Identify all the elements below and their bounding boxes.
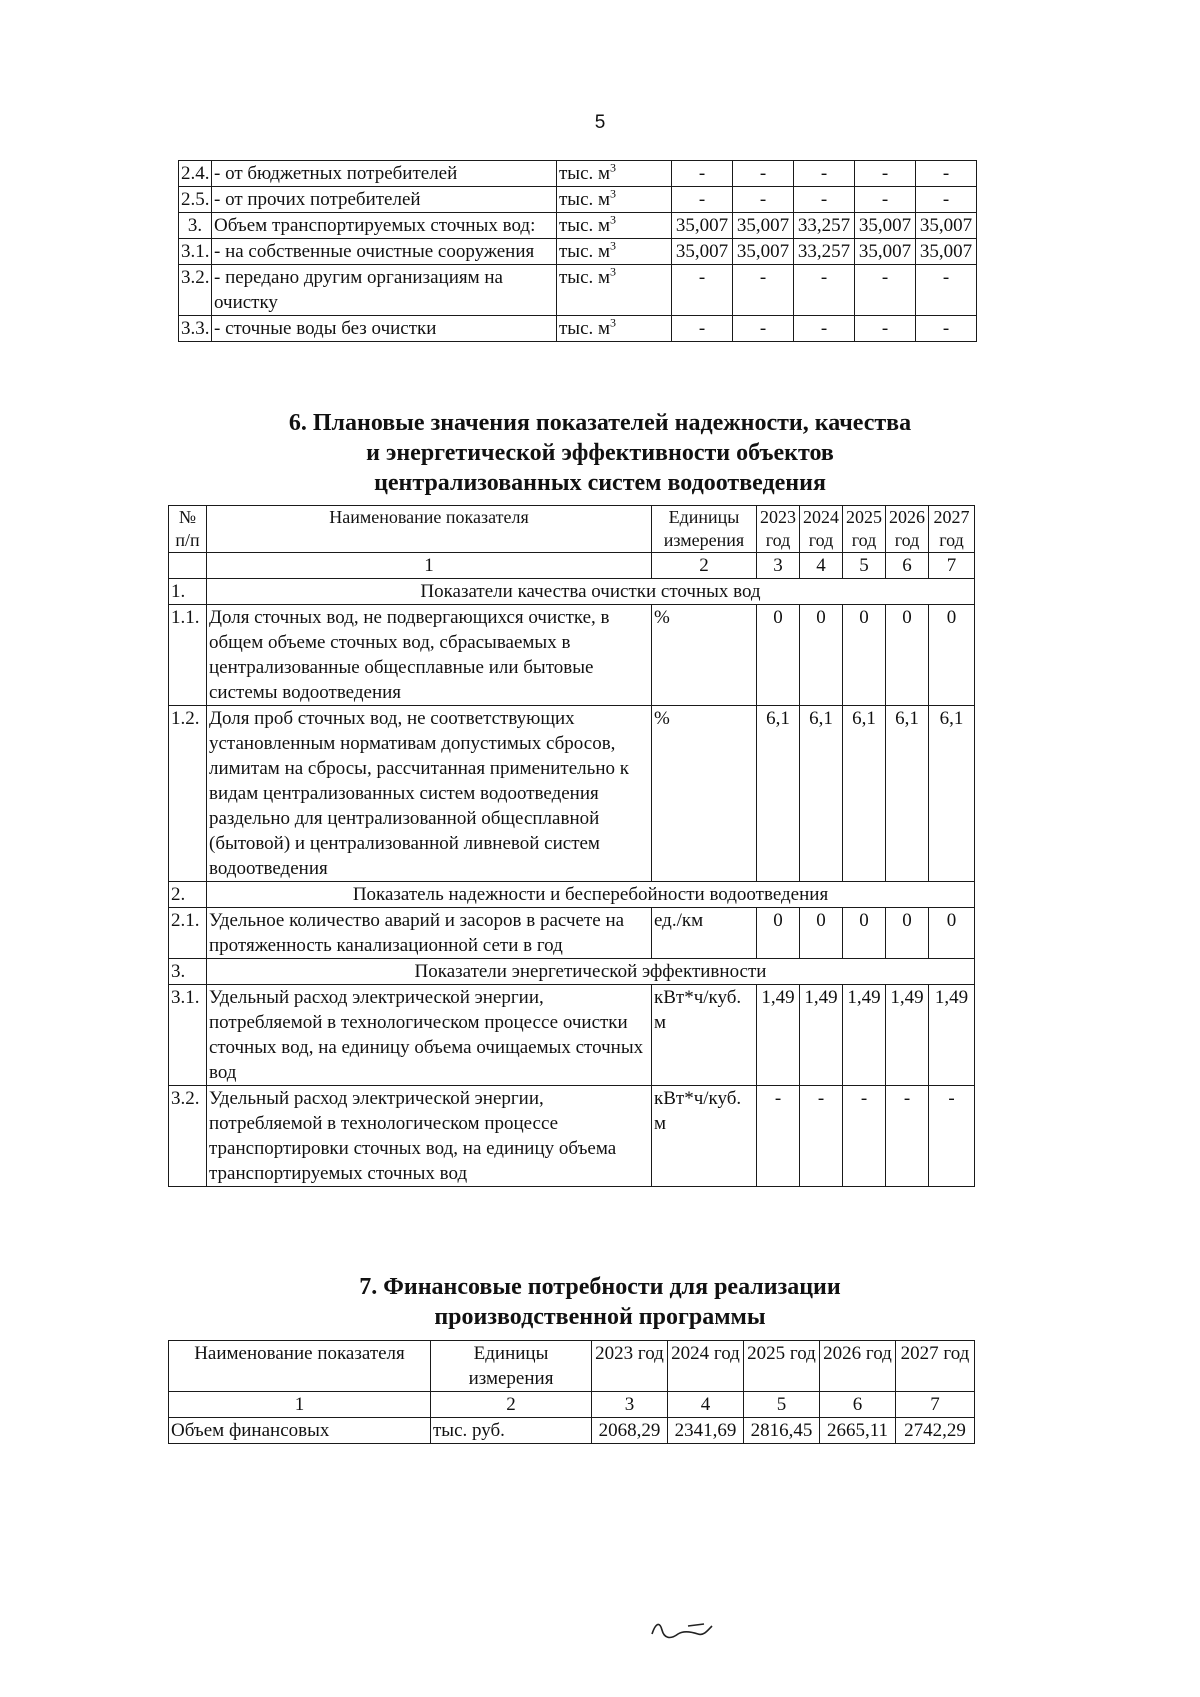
row-value: 35,007 — [733, 213, 794, 239]
row-value: 0 — [843, 908, 886, 959]
row-value: 35,007 — [672, 239, 733, 265]
volume-table-body — [179, 161, 977, 342]
row-value: 0 — [757, 605, 800, 706]
section-name: Показатель надежности и бесперебойности водоотведения — [207, 882, 975, 908]
section-row — [169, 959, 975, 985]
section6-title-line: 6. Плановые значения показателей надежности, качества — [288, 410, 912, 436]
row-value: - — [757, 1086, 800, 1187]
unit-text: тыс. м — [559, 267, 611, 288]
row-value: - — [672, 187, 733, 213]
colnum: 6 — [886, 553, 929, 579]
row-value: 1,49 — [886, 985, 929, 1086]
row-unit — [557, 239, 672, 265]
finance-value: 2742,29 — [896, 1418, 975, 1444]
row-value: 1,49 — [757, 985, 800, 1086]
handwritten-initials — [648, 1612, 718, 1652]
row-value: 0 — [800, 605, 843, 706]
row-name: Удельное количество аварий и засоров в расчете на протяженность канализационной сети в год — [207, 908, 652, 959]
row-unit: % — [652, 605, 757, 706]
colnum: 5 — [843, 553, 886, 579]
section-row — [169, 882, 975, 908]
unit-text: тыс. м — [559, 318, 611, 339]
row-name: Доля проб сточных вод, не соответствующих установленным нормативам допустимых сбросов, лимитам на сбросы, рассчитанная применительно к видам централизованных систем водоотведения раздельно для централизованной общесплавной (бытовой) и централизованной ливневой систем водоотведения — [207, 706, 652, 882]
section6-title — [0, 408, 1200, 498]
unit-text: тыс. м — [559, 189, 611, 210]
finance-header-name: Наименование показателя — [169, 1341, 431, 1392]
row-value: - — [794, 316, 855, 342]
row-value: - — [733, 316, 794, 342]
header-num: № п/п — [169, 506, 207, 553]
unit-superscript: 3 — [610, 315, 617, 330]
finance-header-unit: Единицы измерения — [431, 1341, 592, 1392]
row-value: - — [916, 265, 977, 316]
table-row — [169, 706, 975, 882]
row-unit — [557, 213, 672, 239]
row-value: - — [794, 187, 855, 213]
table-row — [179, 213, 977, 239]
row-value: 1,49 — [800, 985, 843, 1086]
header-year: 2026 год — [886, 506, 929, 553]
indicators-colnum-row — [169, 553, 975, 579]
row-value: - — [672, 161, 733, 187]
row-number: 3.3. — [179, 316, 212, 342]
header-unit: Единицы измерения — [652, 506, 757, 553]
indicators-header-row — [169, 506, 975, 553]
row-value: 35,007 — [733, 239, 794, 265]
section7-title-line: производственной программы — [434, 1304, 766, 1330]
row-value: 35,007 — [916, 239, 977, 265]
row-name: - от бюджетных потребителей — [212, 161, 557, 187]
row-unit: кВт*ч/куб. м — [652, 985, 757, 1086]
row-value: 0 — [843, 605, 886, 706]
unit-superscript: 3 — [610, 160, 617, 175]
row-value: 35,007 — [916, 213, 977, 239]
indicators-table — [168, 505, 975, 1187]
row-number: 3.2. — [169, 1086, 207, 1187]
colnum: 4 — [668, 1392, 744, 1418]
unit-superscript: 3 — [610, 238, 617, 253]
header-year: 2024 год — [800, 506, 843, 553]
row-number: 3. — [169, 959, 207, 985]
colnum: 5 — [744, 1392, 820, 1418]
row-value: 1,49 — [843, 985, 886, 1086]
row-value: 35,007 — [855, 239, 916, 265]
finance-header-year: 2023 год — [592, 1341, 668, 1392]
section7-title — [0, 1272, 1200, 1332]
row-value: 0 — [929, 605, 975, 706]
row-value: - — [916, 187, 977, 213]
row-value: 6,1 — [886, 706, 929, 882]
row-number: 1.2. — [169, 706, 207, 882]
table-row — [179, 239, 977, 265]
unit-text: тыс. м — [559, 241, 611, 262]
row-value: - — [843, 1086, 886, 1187]
row-value: - — [855, 187, 916, 213]
table-row — [179, 161, 977, 187]
row-number: 3.1. — [169, 985, 207, 1086]
row-value: 0 — [886, 908, 929, 959]
page-number: 5 — [594, 112, 606, 133]
finance-value: 2341,69 — [668, 1418, 744, 1444]
section-name: Показатели энергетической эффективности — [207, 959, 975, 985]
row-value: 0 — [886, 605, 929, 706]
table-row — [179, 316, 977, 342]
row-value: - — [800, 1086, 843, 1187]
row-name: Удельный расход электрической энергии, потребляемой в технологическом процессе очистки сточных вод, на единицу объема очищаемых сточных вод — [207, 985, 652, 1086]
colnum: 1 — [169, 1392, 431, 1418]
header-year: 2023 год — [757, 506, 800, 553]
row-value: - — [733, 187, 794, 213]
row-name: - на собственные очистные сооружения — [212, 239, 557, 265]
row-value: - — [855, 161, 916, 187]
unit-superscript: 3 — [610, 212, 617, 227]
finance-header-year: 2026 год — [820, 1341, 896, 1392]
row-unit — [557, 265, 672, 316]
finance-header-year: 2025 год — [744, 1341, 820, 1392]
finance-header-year: 2024 год — [668, 1341, 744, 1392]
row-value: - — [855, 265, 916, 316]
row-value: - — [855, 316, 916, 342]
row-value: - — [794, 161, 855, 187]
row-unit: ед./км — [652, 908, 757, 959]
row-value: - — [886, 1086, 929, 1187]
row-unit — [557, 161, 672, 187]
row-value: 33,257 — [794, 213, 855, 239]
colnum: 3 — [757, 553, 800, 579]
finance-row-name: Объем финансовых — [169, 1418, 431, 1444]
volume-table — [178, 160, 977, 342]
row-value: - — [794, 265, 855, 316]
row-number: 2.5. — [179, 187, 212, 213]
row-value: - — [916, 316, 977, 342]
header-year: 2025 год — [843, 506, 886, 553]
section6-title-line: и энергетической эффективности объектов — [366, 440, 834, 466]
finance-colnum-row — [169, 1392, 975, 1418]
finance-header-year: 2027 год — [896, 1341, 975, 1392]
row-value: 0 — [929, 908, 975, 959]
row-value: - — [672, 316, 733, 342]
finance-value: 2665,11 — [820, 1418, 896, 1444]
row-number: 3.1. — [179, 239, 212, 265]
colnum: 4 — [800, 553, 843, 579]
unit-superscript: 3 — [610, 186, 617, 201]
row-number: 2.4. — [179, 161, 212, 187]
finance-header-row — [169, 1341, 975, 1392]
table-row — [169, 605, 975, 706]
row-value: 1,49 — [929, 985, 975, 1086]
colnum: 3 — [592, 1392, 668, 1418]
colnum: 7 — [896, 1392, 975, 1418]
indicators-table-body — [169, 579, 975, 1187]
table-row — [169, 985, 975, 1086]
row-value: 0 — [800, 908, 843, 959]
unit-text: тыс. м — [559, 163, 611, 184]
row-name: Доля сточных вод, не подвергающихся очистке, в общем объеме сточных вод, сбрасываемых в централизованные общесплавные или бытовые системы водоотведения — [207, 605, 652, 706]
row-number: 3.2. — [179, 265, 212, 316]
table-row — [169, 1086, 975, 1187]
finance-value: 2068,29 — [592, 1418, 668, 1444]
unit-text: тыс. м — [559, 215, 611, 236]
colnum-blank — [169, 553, 207, 579]
row-name: Удельный расход электрической энергии, потребляемой в технологическом процессе транспортировки сточных вод, на единицу объема транспортируемых сточных вод — [207, 1086, 652, 1187]
row-value: - — [672, 265, 733, 316]
row-value: 6,1 — [757, 706, 800, 882]
table-row — [179, 265, 977, 316]
row-name: - сточные воды без очистки — [212, 316, 557, 342]
table-row — [169, 908, 975, 959]
header-name: Наименование показателя — [207, 506, 652, 553]
row-number: 2. — [169, 882, 207, 908]
row-value: - — [929, 1086, 975, 1187]
row-value: 35,007 — [672, 213, 733, 239]
row-value: 6,1 — [800, 706, 843, 882]
section-name: Показатели качества очистки сточных вод — [207, 579, 975, 605]
unit-superscript: 3 — [610, 264, 617, 279]
row-unit — [557, 316, 672, 342]
colnum: 2 — [652, 553, 757, 579]
row-value: - — [733, 265, 794, 316]
finance-value: 2816,45 — [744, 1418, 820, 1444]
row-name: - передано другим организациям на очистку — [212, 265, 557, 316]
row-value: 6,1 — [843, 706, 886, 882]
header-year: 2027 год — [929, 506, 975, 553]
colnum: 2 — [431, 1392, 592, 1418]
row-name: Объем транспортируемых сточных вод: — [212, 213, 557, 239]
section-row — [169, 579, 975, 605]
row-number: 3. — [179, 213, 212, 239]
row-unit: % — [652, 706, 757, 882]
row-name: - от прочих потребителей — [212, 187, 557, 213]
colnum: 6 — [820, 1392, 896, 1418]
row-value: - — [733, 161, 794, 187]
finance-table — [168, 1340, 975, 1444]
row-number: 1. — [169, 579, 207, 605]
table-row — [179, 187, 977, 213]
colnum: 1 — [207, 553, 652, 579]
row-unit — [557, 187, 672, 213]
row-value: - — [916, 161, 977, 187]
finance-row-unit: тыс. руб. — [431, 1418, 592, 1444]
colnum: 7 — [929, 553, 975, 579]
finance-data-row — [169, 1418, 975, 1444]
row-value: 0 — [757, 908, 800, 959]
section7-title-line: 7. Финансовые потребности для реализации — [359, 1274, 841, 1300]
section6-title-line: централизованных систем водоотведения — [374, 470, 826, 496]
row-number: 1.1. — [169, 605, 207, 706]
row-unit: кВт*ч/куб. м — [652, 1086, 757, 1187]
row-number: 2.1. — [169, 908, 207, 959]
row-value: 6,1 — [929, 706, 975, 882]
row-value: 33,257 — [794, 239, 855, 265]
row-value: 35,007 — [855, 213, 916, 239]
